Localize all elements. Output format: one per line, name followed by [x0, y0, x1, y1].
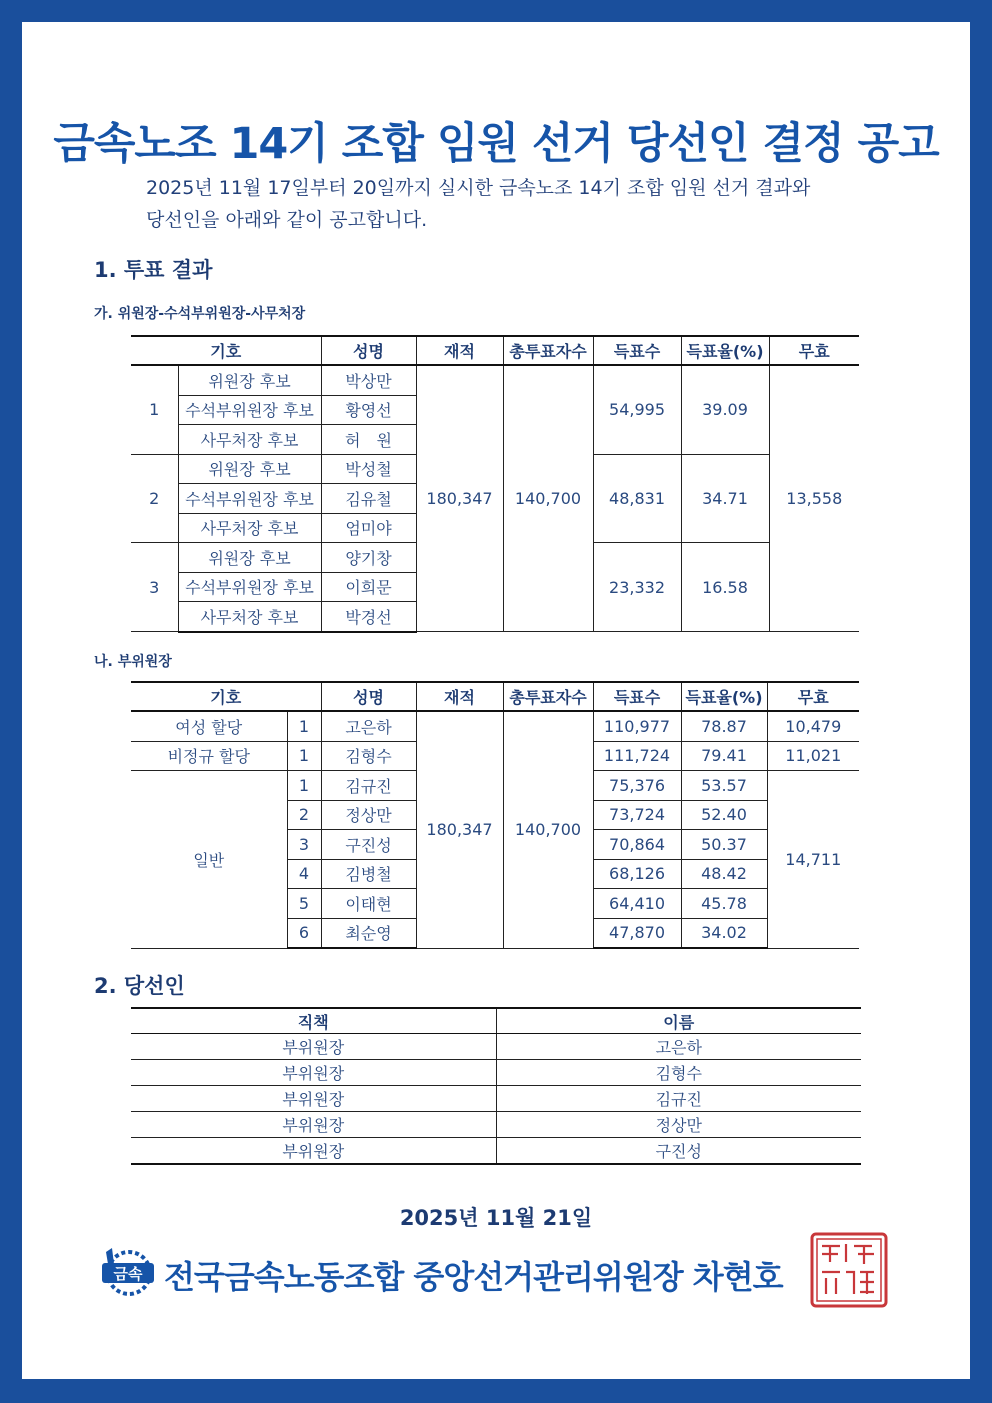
candidate-name: 이희문: [321, 572, 416, 602]
intro-line-2: 당선인을 아래와 같이 공고합니다.: [146, 209, 428, 231]
signature-text: 전국금속노동조합 중앙선거관리위원장 차현호: [164, 1258, 783, 1296]
table-row: [131, 1060, 861, 1086]
winner-name: 고은하: [496, 1034, 861, 1060]
header-rate: 득표율(%): [681, 682, 767, 711]
candidate-votes: 68,126: [593, 859, 681, 889]
union-logo: [98, 1246, 160, 1296]
category-women: 여성 할당: [131, 711, 287, 741]
header-total: 총투표자수: [503, 682, 593, 711]
candidate-rate: 79.41: [681, 741, 767, 771]
candidate-votes: 64,410: [593, 889, 681, 919]
winner-name: 김형수: [496, 1060, 861, 1086]
candidate-number: 5: [287, 889, 321, 919]
candidate-number: 1: [287, 771, 321, 801]
candidate-votes: 110,977: [593, 711, 681, 741]
candidate-rate: 78.87: [681, 711, 767, 741]
candidate-name: 구진성: [321, 830, 416, 860]
candidate-rate: 34.02: [681, 918, 767, 948]
winner-name: 정상만: [496, 1112, 861, 1138]
candidate-role: 위원장 후보: [178, 365, 321, 395]
candidate-votes: 47,870: [593, 918, 681, 948]
candidate-name: 양기창: [321, 543, 416, 573]
candidate-votes: 73,724: [593, 800, 681, 830]
header-giho: 기호: [131, 682, 321, 711]
signature-block: [98, 1244, 888, 1314]
winners-table: [131, 1007, 861, 1165]
table-header-row: [131, 682, 859, 711]
candidate-rate: 45.78: [681, 889, 767, 919]
candidate-rate: 50.37: [681, 830, 767, 860]
header-position: 직책: [131, 1008, 496, 1034]
ticket-votes: 48,831: [593, 454, 681, 543]
candidate-number: 1: [287, 741, 321, 771]
candidate-role: 위원장 후보: [178, 454, 321, 484]
ticket-number: 1: [131, 365, 178, 454]
candidate-name: 황영선: [321, 395, 416, 425]
header-enrolled: 재적: [416, 336, 503, 365]
winner-position: 부위원장: [131, 1112, 496, 1138]
candidate-votes: 111,724: [593, 741, 681, 771]
subsection-vice-chair: 나. 부위원장: [94, 654, 172, 670]
table-row: [131, 1034, 861, 1060]
candidate-name: 이태현: [321, 889, 416, 919]
table-row: [131, 1112, 861, 1138]
candidate-number: 1: [287, 711, 321, 741]
ticket-number: 2: [131, 454, 178, 543]
header-giho: 기호: [131, 336, 321, 365]
section-winners: 2. 당선인: [94, 974, 185, 998]
header-invalid: 무효: [769, 336, 859, 365]
page-title: 금속노조 14기 조합 임원 선거 당선인 결정 공고: [53, 119, 939, 169]
candidate-name: 김형수: [321, 741, 416, 771]
candidate-name: 김유철: [321, 484, 416, 514]
header-rate: 득표율(%): [681, 336, 769, 365]
candidate-name: 정상만: [321, 800, 416, 830]
candidate-number: 2: [287, 800, 321, 830]
candidate-name: 박경선: [321, 602, 416, 632]
total-voters: 140,700: [503, 711, 593, 948]
candidate-number: 4: [287, 859, 321, 889]
table-header-row: [131, 336, 859, 365]
table-row: [131, 1086, 861, 1112]
candidate-role: 수석부위원장 후보: [178, 484, 321, 514]
candidate-role: 수석부위원장 후보: [178, 395, 321, 425]
leadership-results-table: [131, 335, 859, 633]
candidate-name: 김병철: [321, 859, 416, 889]
intro-paragraph: [146, 172, 886, 236]
category-general: 일반: [131, 771, 287, 949]
candidate-rate: 48.42: [681, 859, 767, 889]
table-row: [131, 1138, 861, 1165]
ticket-votes: 23,332: [593, 543, 681, 632]
candidate-name: 박성철: [321, 454, 416, 484]
candidate-role: 사무처장 후보: [178, 513, 321, 543]
enrolled-count: 180,347: [416, 365, 503, 632]
winner-position: 부위원장: [131, 1034, 496, 1060]
winner-position: 부위원장: [131, 1138, 496, 1165]
candidate-number: 3: [287, 830, 321, 860]
subsection-leadership: 가. 위원장-수석부위원장-사무처장: [94, 306, 306, 322]
candidate-role: 사무처장 후보: [178, 602, 321, 632]
candidate-rate: 53.57: [681, 771, 767, 801]
winner-name: 구진성: [496, 1138, 861, 1165]
candidate-votes: 70,864: [593, 830, 681, 860]
invalid-count: 11,021: [767, 741, 859, 771]
invalid-count: 14,711: [767, 771, 859, 949]
header-winner-name: 이름: [496, 1008, 861, 1034]
header-votes: 득표수: [593, 336, 681, 365]
category-irregular: 비정규 할당: [131, 741, 287, 771]
candidate-rate: 52.40: [681, 800, 767, 830]
vice-chair-results-table: [131, 681, 859, 949]
candidate-name: 엄미야: [321, 513, 416, 543]
candidate-role: 사무처장 후보: [178, 425, 321, 455]
table-row: [131, 365, 859, 395]
candidate-role: 수석부위원장 후보: [178, 572, 321, 602]
invalid-count: 13,558: [769, 365, 859, 632]
header-name: 성명: [321, 682, 416, 711]
candidate-name: 박상만: [321, 365, 416, 395]
candidate-number: 6: [287, 918, 321, 948]
enrolled-count: 180,347: [416, 711, 503, 948]
total-voters: 140,700: [503, 365, 593, 632]
header-votes: 득표수: [593, 682, 681, 711]
candidate-name: 허 원: [321, 425, 416, 455]
table-row: [131, 711, 859, 741]
candidate-name: 고은하: [321, 711, 416, 741]
winner-position: 부위원장: [131, 1060, 496, 1086]
header-invalid: 무효: [767, 682, 859, 711]
invalid-count: 10,479: [767, 711, 859, 741]
table-header-row: [131, 1008, 861, 1034]
official-seal-icon: [810, 1232, 888, 1308]
header-name: 성명: [321, 336, 416, 365]
winner-name: 김규진: [496, 1086, 861, 1112]
ticket-rate: 34.71: [681, 454, 769, 543]
logo-text: 금속: [113, 1265, 143, 1283]
candidate-name: 최순영: [321, 918, 416, 948]
intro-line-1: 2025년 11월 17일부터 20일까지 실시한 금속노조 14기 조합 임원 선거 결과와: [146, 177, 811, 199]
section-vote-results: 1. 투표 결과: [94, 258, 213, 282]
candidate-votes: 75,376: [593, 771, 681, 801]
ticket-votes: 54,995: [593, 365, 681, 454]
ticket-number: 3: [131, 543, 178, 632]
candidate-role: 위원장 후보: [178, 543, 321, 573]
candidate-name: 김규진: [321, 771, 416, 801]
notice-date: 2025년 11월 21일: [399, 1206, 593, 1230]
ticket-rate: 39.09: [681, 365, 769, 454]
header-total: 총투표자수: [503, 336, 593, 365]
ticket-rate: 16.58: [681, 543, 769, 632]
notice-sheet: [22, 22, 970, 1379]
header-enrolled: 재적: [416, 682, 503, 711]
winner-position: 부위원장: [131, 1086, 496, 1112]
